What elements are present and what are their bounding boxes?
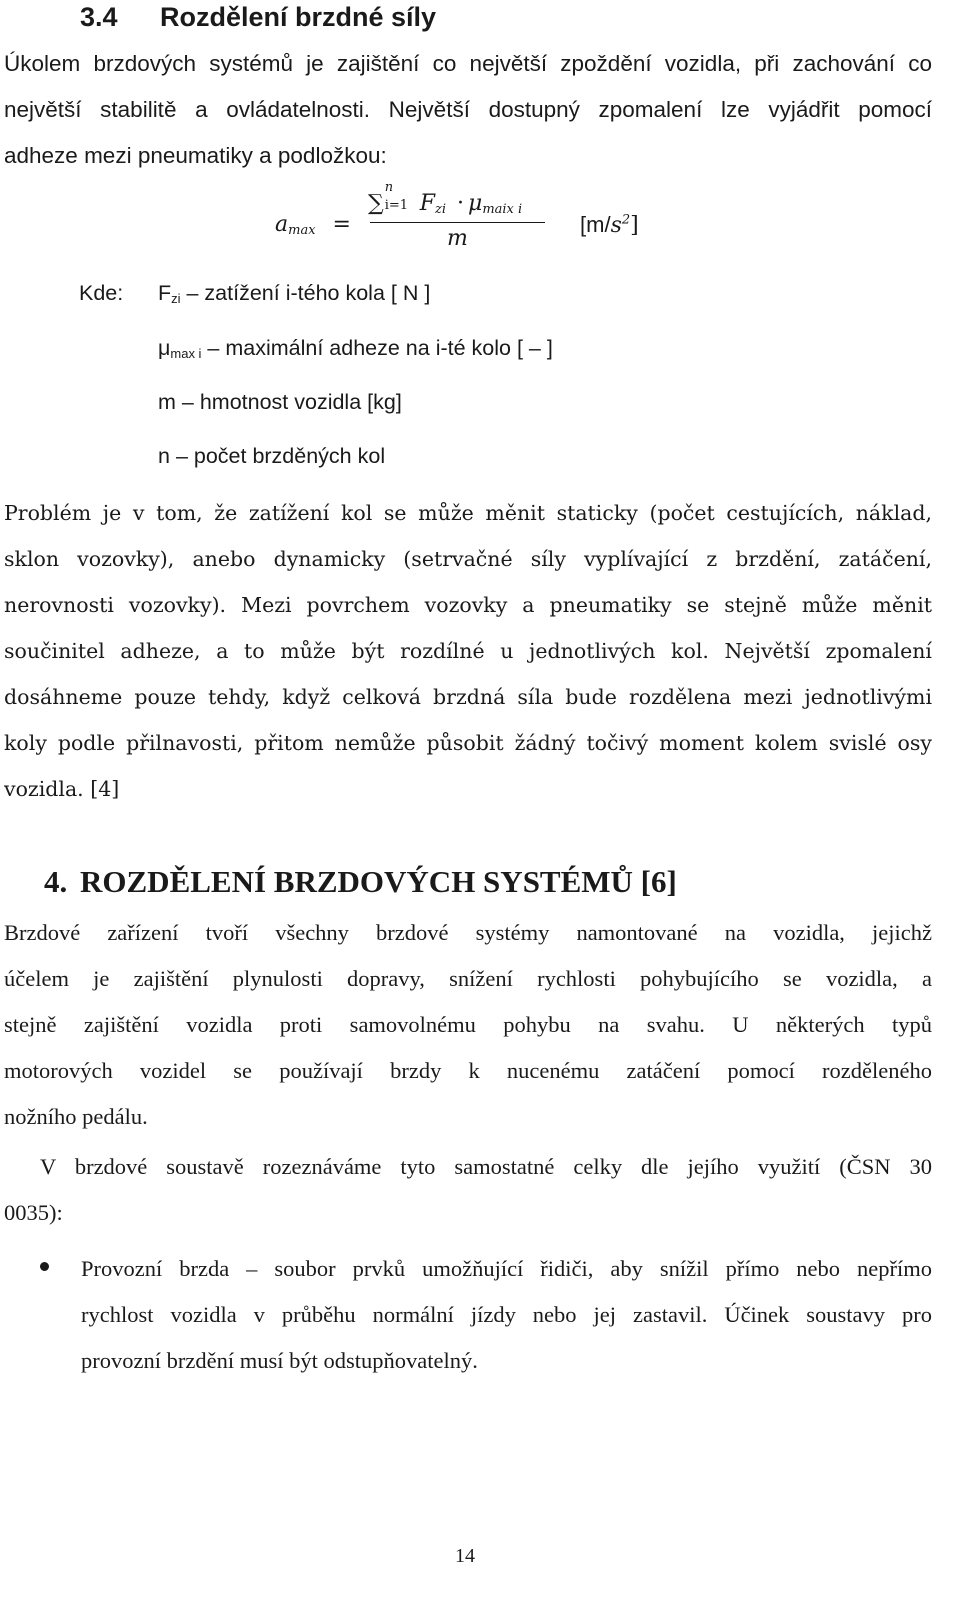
chapter-title: ROZDĚLENÍ BRZDOVÝCH SYSTÉMŮ [6] (80, 864, 677, 899)
legend-label: Kde: (79, 281, 124, 305)
text-line: Úkolem brzdových systémů je zajištění co největší zpoždění vozidla, při zachování co (4, 51, 932, 76)
text-line: rychlost vozidla v průběhu normální jízdy nebo jej zastavil. Účinek soustavy pro (81, 1302, 932, 1327)
legend-item-mass: m – hmotnost vozidla [kg] (158, 390, 402, 414)
text-line: koly podle přilnavosti, přitom nemůže působit žádný točivý moment kolem svislé osy (4, 731, 932, 755)
text-line: V brzdové soustavě rozeznáváme tyto samostatné celky dle jejího využití (ČSN 30 (40, 1154, 932, 1179)
formula-unit: $[m/s^2]$ (580, 212, 639, 238)
chapter-heading (44, 862, 677, 902)
section-heading (80, 0, 436, 34)
text-line: účelem je zajištění plynulosti dopravy, snížení rychlosti pohybujícího se vozidla, a (4, 966, 932, 991)
text-line: Provozní brzda – soubor prvků umožňující řidiči, aby snížil přímo nebo nepřímo (81, 1256, 932, 1281)
text-line: Brzdové zařízení tvoří všechny brzdové systémy namontované na vozidla, jejichž (4, 920, 932, 945)
paragraph-intro (4, 41, 932, 179)
text-line: dosáhneme pouze tehdy, když celková brzdná síla bude rozdělena mezi jednotlivými (4, 685, 932, 709)
section-number: 3.4 (80, 2, 118, 32)
formula-numerator: ∑ n i=1 $F_{zi} \cdot \mu_{maix i}$ (368, 180, 523, 217)
text-line: provozní brzdění musí být odstupňovatelný. (81, 1348, 478, 1373)
text-line: adheze mezi pneumatiky a podložkou: (4, 143, 387, 168)
bullet-service-brake (81, 1246, 932, 1384)
section-title: Rozdělení brzdné síly (160, 2, 437, 32)
legend-item-wheels: n – počet brzděných kol (158, 444, 386, 468)
text-line: nerovnosti vozovky). Mezi povrchem vozovky a pneumatiky se stejně může měnit (4, 593, 932, 617)
paragraph-brake-device (4, 910, 932, 1140)
text-line: největší stabilitě a ovládatelnosti. Největší dostupný zpomalení lze vyjádřit pomocí (4, 97, 932, 122)
paragraph-brake-units (4, 1144, 932, 1236)
text-line: součinitel adheze, a to může být rozdílné u jednotlivých kol. Největší zpomalení (4, 639, 932, 663)
paragraph-problem (4, 490, 932, 812)
chapter-number: 4. (44, 864, 68, 899)
deceleration-formula (270, 180, 690, 260)
formula-lhs: $a_{max}$ = (275, 212, 351, 238)
fraction-bar (370, 222, 545, 223)
text-line: motorových vozidel se používají brzdy k nucenému zatáčení pomocí rozděleného (4, 1058, 932, 1083)
bullet-dot (40, 1262, 49, 1271)
text-line: sklon vozovky), anebo dynamicky (setrvačné síly vyplívající z brzdění, zatáčení, (4, 547, 932, 571)
text-line: nožního pedálu. (4, 1104, 148, 1129)
text-line: vozidla. [4] (4, 777, 120, 801)
formula-denominator: m (447, 226, 468, 251)
text-line: 0035): (4, 1200, 63, 1225)
legend-item-adhesion: $\mu_{max i}$ – maximální adheze na i-té kolo [ – ] (158, 336, 553, 361)
page-number: 14 (455, 1545, 475, 1567)
text-line: Problém je v tom, že zatížení kol se může měnit staticky (počet cestujících, náklad, (4, 501, 932, 525)
legend-item-force: $F_{zi}$ – zatížení i-tého kola [ N ] (158, 281, 431, 306)
text-line: stejně zajištění vozidla proti samovolnému pohybu na svahu. U některých typů (4, 1012, 932, 1037)
